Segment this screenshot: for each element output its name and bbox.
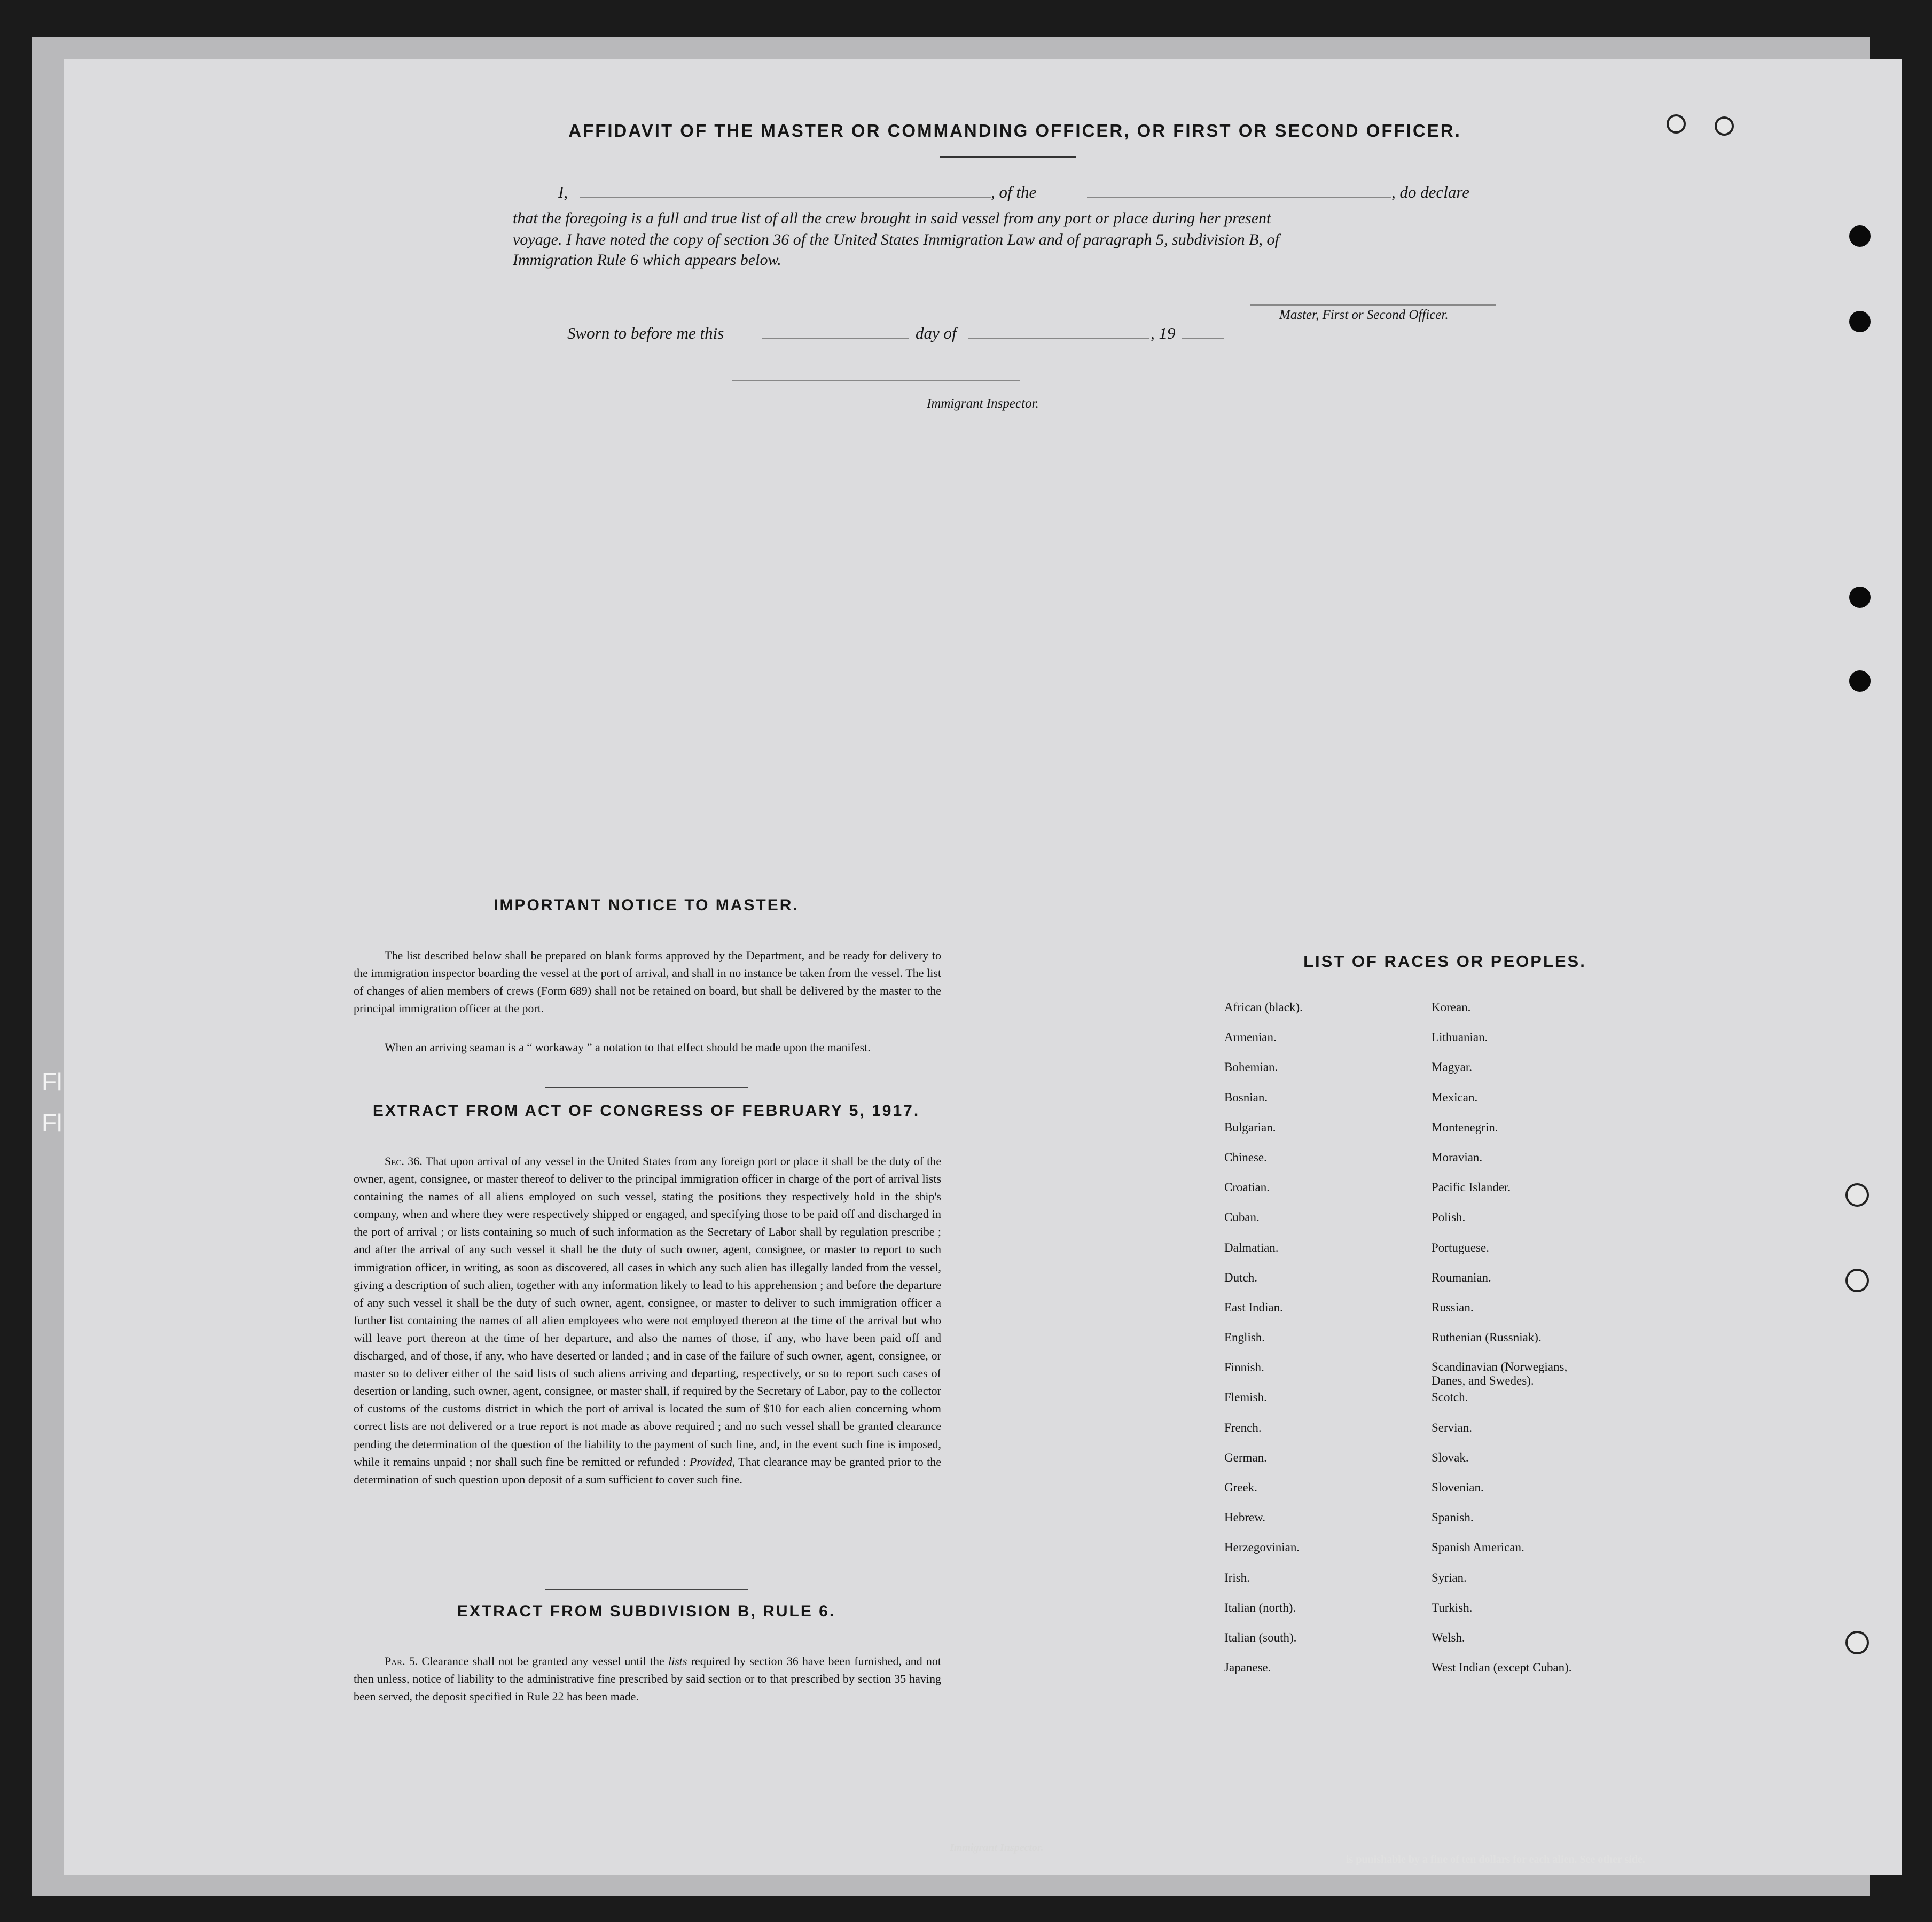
race-item: Turkish. (1432, 1600, 1473, 1614)
signature-line (1250, 304, 1496, 306)
provided-word: Provided, (689, 1455, 736, 1468)
race-item: Flemish. (1224, 1390, 1267, 1404)
race-item: French. (1224, 1420, 1262, 1434)
extract-rule-paragraph (354, 1652, 941, 1705)
day-of-label: day of (916, 324, 957, 342)
race-item: Greek. (1224, 1481, 1257, 1494)
rule-text-a: Clearance shall not be granted any vessel until the (421, 1654, 664, 1668)
margin-letter: Fl (42, 1068, 62, 1096)
binder-hole (1849, 670, 1871, 692)
notice-paragraph-2 (354, 1038, 941, 1056)
race-item: Cuban. (1224, 1210, 1260, 1224)
race-item: Slovenian. (1432, 1481, 1484, 1494)
race-item: East Indian. (1224, 1300, 1283, 1314)
binder-hole (1849, 587, 1871, 608)
affidavit-title: AFFIDAVIT OF THE MASTER OR COMMANDING OFFICER, OR FIRST OR SECOND OFFICER. (568, 121, 1461, 140)
lists-word: lists (668, 1654, 687, 1668)
race-item: Montenegrin. (1432, 1120, 1498, 1134)
race-item: Korean. (1432, 1001, 1471, 1014)
underlying-inspector-label: Immigrant Inspector. (950, 1842, 1044, 1854)
race-item: Bosnian. (1224, 1090, 1268, 1104)
inspector-signature-line (732, 380, 1020, 381)
race-item: Italian (south). (1224, 1630, 1297, 1644)
race-item: West Indian (except Cuban). (1432, 1661, 1572, 1675)
notice-paragraph-1 (354, 947, 941, 1017)
affidavit-text-3: Immigration Rule 6 which appears below. (513, 251, 781, 269)
race-item: Armenian. (1224, 1030, 1277, 1044)
race-item: German. (1224, 1450, 1267, 1464)
divider (940, 156, 1076, 158)
sworn-day-blank[interactable] (762, 324, 909, 339)
race-item: Moravian. (1432, 1150, 1483, 1164)
affidavit-text-1: that the foregoing is a full and true list of all the crew brought in said vessel from any port or place during her present (513, 209, 1271, 227)
race-item: Finnish. (1224, 1361, 1264, 1374)
sworn-label: Sworn to before me this (567, 324, 724, 342)
races-title: LIST OF RACES OR PEOPLES. (1303, 952, 1586, 971)
race-item: Scandinavian (Norwegians, Danes, and Swedes). (1432, 1360, 1568, 1388)
race-item: Chinese. (1224, 1150, 1267, 1164)
race-item: Slovak. (1432, 1450, 1469, 1464)
race-item: Dutch. (1224, 1270, 1257, 1284)
race-item: Lithuanian. (1432, 1030, 1488, 1044)
i-label: I, (558, 183, 568, 201)
binder-ring (1845, 1183, 1869, 1207)
binder-hole (1849, 311, 1871, 332)
race-item: Scotch. (1432, 1390, 1468, 1404)
race-item: Pacific Islander. (1432, 1181, 1511, 1194)
section-36-text-end: That clearance may be granted prior to the determination of such question upon deposit of a sum sufficient to cover such fine. (354, 1455, 941, 1486)
race-item: African (black). (1224, 1001, 1303, 1014)
underlying-fine-note: is punishable by a fine of ten dollars for each alien. See other side. (1346, 1854, 1645, 1865)
race-item: Welsh. (1432, 1630, 1465, 1644)
race-item: Spanish American. (1432, 1541, 1524, 1554)
race-item: Irish. (1224, 1571, 1250, 1584)
extract-act-title: EXTRACT FROM ACT OF CONGRESS OF FEBRUARY 5, 1917. (372, 1102, 920, 1120)
section-label: Sec. 36. (385, 1154, 423, 1168)
do-declare-label: , do declare (1391, 183, 1470, 201)
race-item: Portuguese. (1432, 1240, 1489, 1254)
sworn-month-blank[interactable] (968, 324, 1149, 339)
inspector-label: Immigrant Inspector. (927, 396, 1039, 411)
binder-hole (1849, 225, 1871, 247)
race-item: Ruthenian (Russniak). (1432, 1331, 1542, 1345)
race-item: Bohemian. (1224, 1060, 1278, 1074)
race-item: Spanish. (1432, 1511, 1474, 1525)
race-item: Croatian. (1224, 1181, 1270, 1194)
signature-label: Master, First or Second Officer. (1279, 308, 1449, 322)
race-item: Roumanian. (1432, 1270, 1491, 1284)
race-item: Magyar. (1432, 1060, 1473, 1074)
margin-letter: Fl (42, 1109, 62, 1137)
rule-text-b: required by section 36 have been furnished, and not then unless, notice of liability to the administrative fine prescribed by said section or to that prescribed by section 35 having been served, the deposit specified in Rule 22 has been made. (354, 1654, 942, 1703)
extract-act-paragraph (354, 1152, 941, 1488)
affidavit-text-2: voyage. I have noted the copy of section 36 of the United States Immigration Law and of paragraph 5, subdivision B, of (513, 231, 1279, 248)
notice-title: IMPORTANT NOTICE TO MASTER. (494, 896, 799, 914)
race-item: Herzegovinian. (1224, 1541, 1300, 1554)
race-item: Bulgarian. (1224, 1120, 1276, 1134)
race-item: Dalmatian. (1224, 1240, 1279, 1254)
notice-text-1: The list described below shall be prepared on blank forms approved by the Department, and be ready for delivery to the immigration inspector boarding the vessel at the port of arrival, and shall in no instance be taken from the vessel. The list of changes of alien members of crews (Form 689) shall not be retained on board, but shall be delivered by the master to the principal immigration officer at the port. (354, 949, 941, 1015)
binder-ring (1667, 114, 1686, 134)
notice-text-2: When an arriving seaman is a “ workaway ” a notation to that effect should be made upon the manifest. (385, 1041, 871, 1054)
par-label: Par. 5. (385, 1654, 418, 1668)
divider (545, 1087, 748, 1088)
sworn-year-blank[interactable] (1182, 324, 1224, 339)
name-blank[interactable] (580, 183, 991, 198)
extract-rule-title: EXTRACT FROM SUBDIVISION B, RULE 6. (457, 1603, 836, 1620)
race-item: Hebrew. (1224, 1511, 1266, 1525)
races-right-column (1432, 1000, 1624, 1690)
divider (545, 1589, 748, 1590)
race-item: Syrian. (1432, 1571, 1467, 1584)
binder-ring (1845, 1631, 1869, 1654)
binder-ring (1715, 116, 1734, 136)
race-item: English. (1224, 1331, 1265, 1345)
of-the-label: , of the (991, 183, 1037, 201)
race-item: Mexican. (1432, 1090, 1478, 1104)
year-label: , 19 (1151, 324, 1176, 342)
section-36-text: That upon arrival of any vessel in the United States from any foreign port or place it shall be the duty of the owner, agent, consignee, or master thereof to deliver to the principal immigration officer in charge of the port of arrival lists containing the names of all aliens employed on such vessel, stating the positions they respectively hold in the ship's company, when and where they were respectively shipped or engaged, and specifying those to be paid off and discharged in the port of arrival ; or lists containing so much of such information as the Secretary of Labor shall by regulation prescribe ; and after the arrival of any such vessel it shall be the duty of such owner, agent, consignee, or master to report to such immigration officer, in writing, as soon as discovered, all cases in which any such alien has illegally landed from the vessel, giving a description of such alien, together with any information likely to lead to his apprehension ; and before the departure of any such vessel it shall be the duty of such owner, agent, consignee, or master to deliver to such immigration officer a further list containing the names of all alien employees who were not employed thereon at the time of the arrival but who will leave port thereon at the time of her departure, and also the names of those, if any, who have been paid off and discharged, and of those, if any, who have deserted or landed ; and in case of the failure of such owner, agent, consignee, or master so to deliver either of the said lists of such aliens arriving and departing, respectively, or so to report such cases of desertion or landing, such owner, agent, consignee, or master shall, if required by the Secretary of Labor, pay to the collector of customs of the customs district in which the port of arrival is located the sum of $10 for each alien concerning whom correct lists are not delivered or a true report is not made as above required ; and no such vessel shall be granted clearance pending the determination of the question of the liability to the payment of such fine, and, in the event such fine is imposed, while it remains unpaid ; nor shall such fine be remitted or refunded : (354, 1154, 941, 1468)
race-item: Servian. (1432, 1420, 1473, 1434)
race-item: Italian (north). (1224, 1600, 1296, 1614)
race-item: Polish. (1432, 1210, 1466, 1224)
vessel-blank[interactable] (1087, 183, 1391, 198)
race-item: Russian. (1432, 1300, 1474, 1314)
binder-ring (1845, 1269, 1869, 1292)
race-item: Japanese. (1224, 1661, 1271, 1675)
races-left-column (1224, 1000, 1417, 1690)
